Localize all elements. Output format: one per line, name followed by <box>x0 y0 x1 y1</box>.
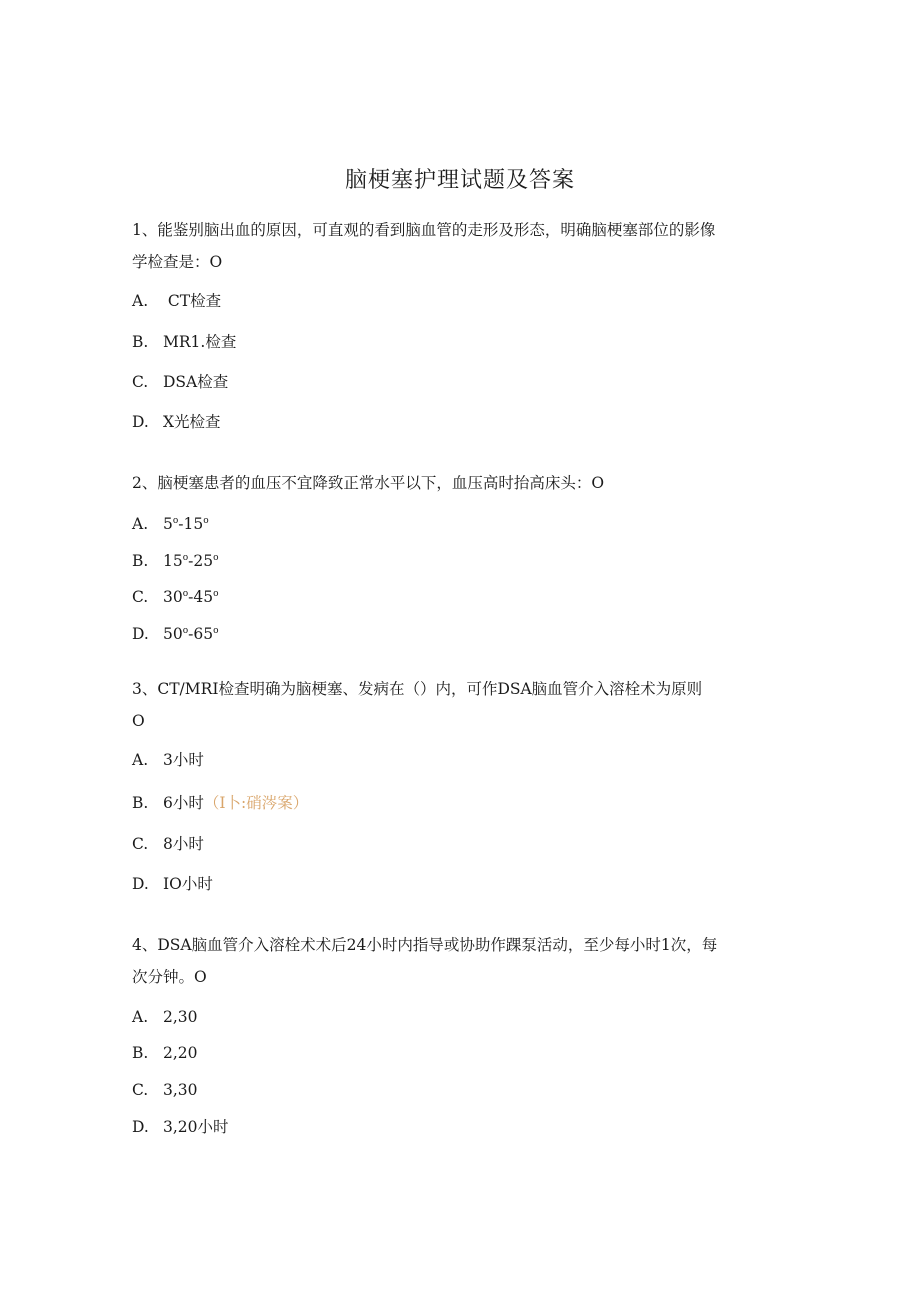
degree-mark: o <box>182 626 189 636</box>
question-2-option-d <box>132 620 219 645</box>
question-3-option-b <box>132 792 308 814</box>
question-1-option-b <box>132 331 236 353</box>
question-2-text: 2、脑梗塞患者的血压不宜降致正常水平以下，血压高时抬高床头：O <box>132 474 605 492</box>
option-letter: B. <box>132 333 149 351</box>
option-text: 3,20小时 <box>163 1118 229 1136</box>
question-4-option-b <box>132 1042 198 1064</box>
option-text: IO小时 <box>163 875 213 893</box>
question-4-option-a <box>132 1006 198 1028</box>
document-title: 脑梗塞护理试题及答案 <box>344 168 575 193</box>
question-4-option-d <box>132 1116 229 1138</box>
degree-mark: o <box>213 589 219 599</box>
answer-note: （I卜:硝涔案） <box>203 794 309 812</box>
range-end: -25 <box>188 552 214 570</box>
option-letter: C. <box>132 835 149 853</box>
degree-mark: o <box>182 553 189 563</box>
option-letter: B. <box>132 552 149 570</box>
option-letter: D. <box>132 625 149 643</box>
option-text: 2,20 <box>163 1044 198 1062</box>
question-1-text-line-2: 学检查是：O <box>132 253 223 271</box>
range-start: 15 <box>163 552 183 570</box>
question-1-option-a <box>132 290 221 312</box>
degree-mark: o <box>213 626 219 636</box>
question-4-text-line-2: 次分钟。O <box>132 968 207 986</box>
option-letter: A. <box>132 751 149 769</box>
question-4-option-c <box>132 1079 198 1101</box>
degree-mark: o <box>182 589 189 599</box>
option-letter: D. <box>132 875 149 893</box>
degree-mark: o <box>213 553 219 563</box>
question-3-text-line-2: O <box>132 712 145 730</box>
question-1-option-d <box>132 411 221 433</box>
question-2-option-c <box>132 583 219 608</box>
question-3-option-c <box>132 833 204 855</box>
option-text: DSA检查 <box>163 373 229 391</box>
option-letter: B. <box>132 1044 149 1062</box>
question-2-option-a <box>132 510 209 535</box>
option-letter: C. <box>132 1081 149 1099</box>
option-text: 3小时 <box>163 751 204 769</box>
question-1-option-c <box>132 371 228 393</box>
option-text: 8小时 <box>163 835 204 853</box>
option-letter: C. <box>132 373 149 391</box>
question-3-option-a <box>132 749 204 771</box>
option-text: MR1.检查 <box>163 333 237 351</box>
option-letter: D. <box>132 1118 149 1136</box>
option-letter: D. <box>132 413 149 431</box>
range-start: 5 <box>163 515 173 533</box>
option-letter: A. <box>132 1008 149 1026</box>
question-2-option-b <box>132 547 219 572</box>
degree-mark: o <box>172 516 179 526</box>
question-4-text-line-1: 4、DSA脑血管介入溶栓术术后24小时内指导或协助作踝泵活动，至少每小时1次，每 <box>132 936 718 954</box>
option-text: CT检查 <box>163 292 222 310</box>
degree-mark: o <box>203 516 209 526</box>
range-start: 30 <box>163 588 183 606</box>
option-letter: A. <box>132 515 149 533</box>
question-1-text-line-1: 1、能鉴别脑出血的原因，可直观的看到脑血管的走形及形态，明确脑梗塞部位的影像 <box>132 221 716 239</box>
range-end: -15 <box>178 515 204 533</box>
option-text: X光检查 <box>163 413 221 431</box>
range-end: -45 <box>188 588 214 606</box>
option-text: 6小时 <box>163 794 204 812</box>
range-end: -65 <box>188 625 214 643</box>
question-3-text-line-1: 3、CT/MRI检查明确为脑梗塞、发病在（）内，可作DSA脑血管介入溶栓术为原则 <box>132 680 703 698</box>
option-text: 2,30 <box>163 1008 198 1026</box>
option-letter: B. <box>132 794 149 812</box>
question-3-option-d <box>132 873 213 895</box>
option-letter: C. <box>132 588 149 606</box>
option-text: 3,30 <box>163 1081 198 1099</box>
option-letter: A. <box>132 292 149 310</box>
range-start: 50 <box>163 625 183 643</box>
